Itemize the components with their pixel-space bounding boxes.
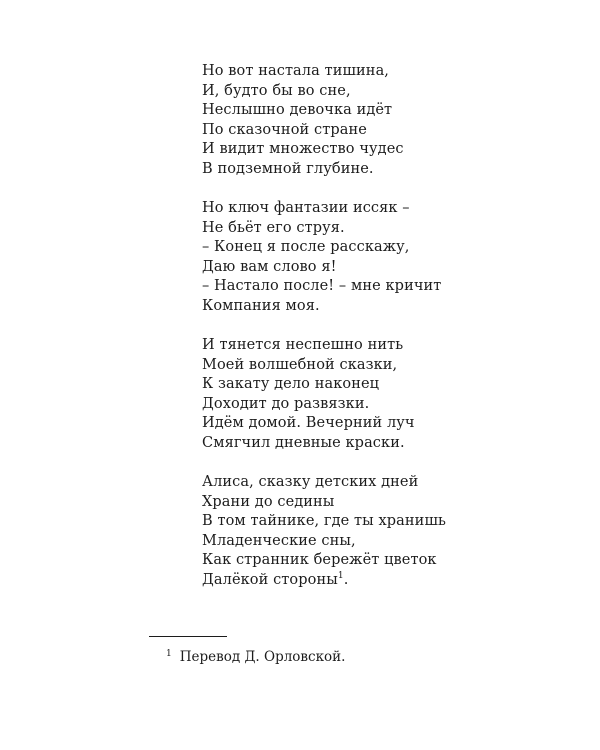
line-period: . [343,571,349,588]
poem-line: Не бьёт его струя. [202,219,345,236]
stanza-4 [202,473,532,590]
poem-line: Как странник бережёт цветок [202,552,437,568]
footnote [166,648,345,666]
poem-line: Смягчил дневные краски. [202,434,405,451]
footnote-divider [149,636,227,637]
poem-line: И тянется неспешно нить [202,337,404,353]
stanza-3 [202,336,532,453]
poem-line: Младенческие сны, [202,532,356,549]
poem-line: – Конец я после расскажу, [202,239,410,255]
poem-line: В том тайнике, где ты хранишь [202,513,447,529]
poem-line: Даю вам слово я! [202,258,337,275]
footnote-reference[interactable]: 1 [337,570,344,581]
stanza-2 [202,199,532,316]
footnote-text: Перевод Д. Орловской. [179,649,346,665]
poem-line: Но вот настала тишина, [202,63,390,79]
poem-line: Но ключ фантазии иссяк – [202,200,410,216]
poem-line: Храни до седины [202,493,335,510]
poem-line: Доходит до развязки. [202,395,370,412]
poem-line: Идём домой. Вечерний луч [202,415,415,431]
poem-line: Неслышно девочка идёт [202,102,393,118]
poem-line: По сказочной стране [202,121,367,138]
poem-line: Компания моя. [202,297,320,314]
poem-line: К закату дело наконец [202,376,380,392]
stanza-1 [202,62,532,179]
poem-line: – Настало после! – мне кричит [202,278,442,294]
poem-line: И, будто бы во сне, [202,82,351,99]
poem-line: Алиса, сказку детских дней [202,474,419,490]
poem-line-text: Далёкой стороны [202,571,338,588]
poem-line: Моей волшебной сказки, [202,356,398,373]
poem-line: И видит множество чудес [202,141,404,157]
poem-line-last [202,571,532,591]
footnote-number: 1 [166,648,172,659]
poem-line: В подземной глубине. [202,160,374,177]
poem [202,62,532,610]
